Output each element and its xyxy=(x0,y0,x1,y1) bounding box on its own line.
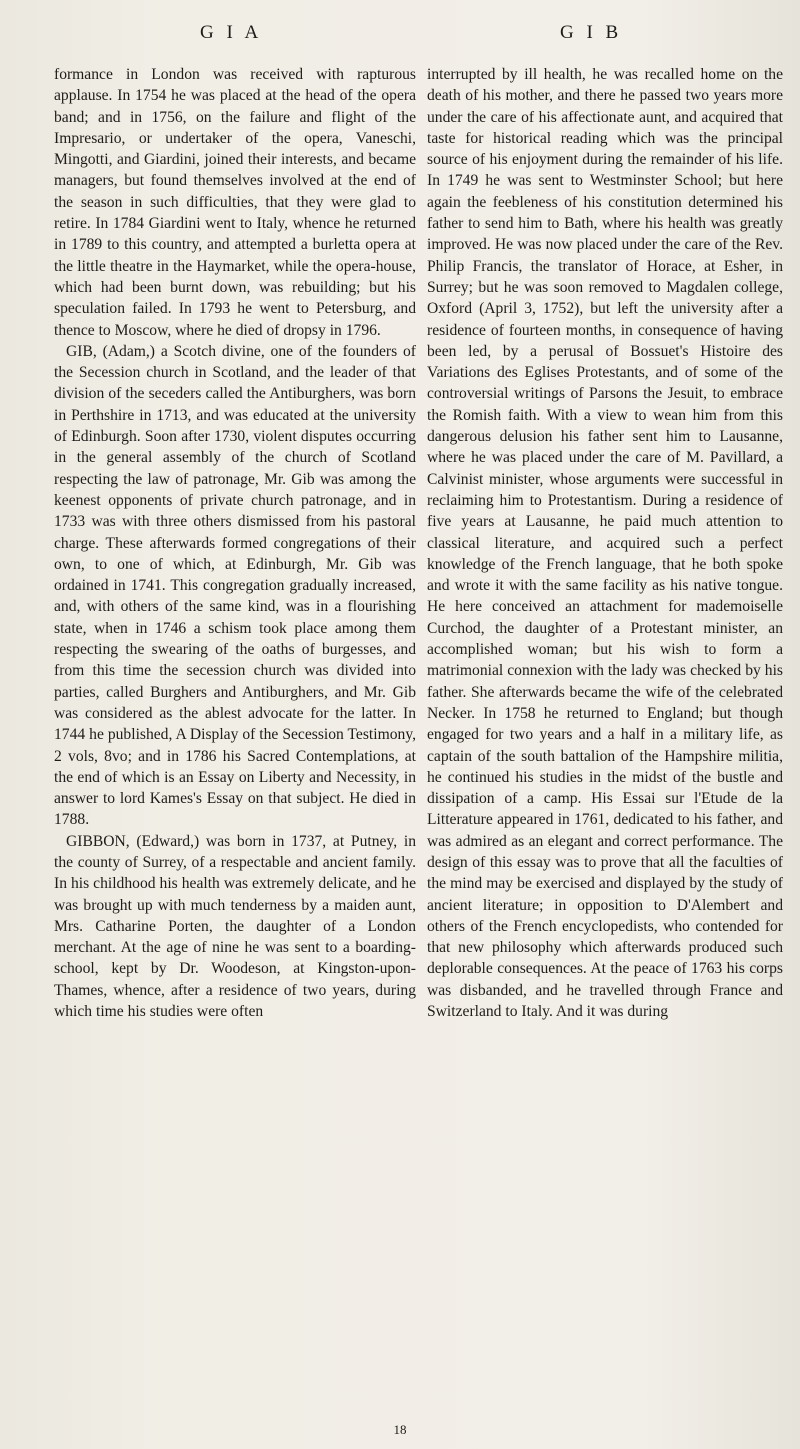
paragraph-giardini-continued: formance in London was received with rapturous applause. In 1754 he was placed at the head of the opera band; and in 1756, on the failure and flight of the Impresario, or undertaker of the opera, Vaneschi, Mingotti, and Giardini, joined their interests, and became managers, but found themselves involved at the end of the season in such difficulties, that they were glad to retire. In 1784 Giardini went to Italy, whence he returned in 1789 to this country, and attempted a burletta opera at the little theatre in the Haymarket, while the opera-house, which had been burnt down, was rebuilding; but his speculation failed. In 1793 he went to Petersburg, and thence to Moscow, where he died of dropsy in 1796. xyxy=(54,66,416,339)
running-header xyxy=(0,22,800,52)
header-left: G I A xyxy=(200,22,263,43)
header-right: G I B xyxy=(560,22,623,43)
paragraph-gibbon-continued: interrupted by ill health, he was recalled home on the death of his mother, and there he passed two years more under the care of his affectionate aunt, and acquired that taste for historical reading which was the principal source of his enjoyment during the remainder of his life. In 1749 he was sent to Westminster School; but here again the feebleness of his constitution determined his father to send him to Bath, where his health was greatly improved. He was now placed under the care of the Rev. Philip Francis, the translator of Horace, at Esher, in Surrey; but he was soon removed to Magdalen college, Oxford (April 3, 1752), but left the university after a residence of fourteen months, in consequence of having been led, by a perusal of Bossuet's Histoire des Variations des Eglises Protestants, and of some of the controversial writings of Parsons the Jesuit, to embrace the Romish faith. With a view to wean him from this dangerous delusion his father sent him to Lausanne, where he was placed under the care of M. Pavillard, a Calvinist minister, whose arguments were successful in reclaiming him to Protestantism. During a residence of five years at Lausanne, he paid much attention to classical literature, and acquired such a perfect knowledge of the French language, that he both spoke and wrote it with the same facility as his native tongue. He here conceived an attachment for mademoiselle Curchod, the daughter of a Protestant minister, an accomplished woman; but his wish to form a matrimonial connexion with the lady was checked by his father. She afterwards became the wife of the celebrated Necker. In 1758 he returned to England; but though engaged for two years and a half in a military life, as captain of the south battalion of the Hampshire militia, he continued his studies in the midst of the bustle and dissipation of a camp. His Essai sur l'Etude de la Litterature appeared in 1761, dedicated to his father, and was admired as an elegant and correct performance. The design of this essay was to prove that all the faculties of the mind may be exercised and displayed by the study of ancient literature; in opposition to D'Alembert and others of the French encyclopedists, who contended for that new philosophy which afterwards produced such deplorable consequences. At the peace of 1763 his corps was disbanded, and he travelled through France and Switzerland to Italy. And it was during xyxy=(427,66,783,1021)
paragraph-gib-adam: GIB, (Adam,) a Scotch divine, one of the founders of the Secession church in Scotland, and the leader of that division of the seceders called the Antiburghers, was born in Perthshire in 1713, and was educated at the university of Edinburgh. Soon after 1730, violent disputes occurring in the general assembly of the church of Scotland respecting the law of patronage, Mr. Gib was among the keenest opponents of private church patronage, and in 1733 was with three others dismissed from his pastoral charge. These afterwards formed congregations of their own, to one of which, at Edinburgh, Mr. Gib was ordained in 1741. This congregation gradually increased, and, with others of the same kind, was in a flourishing state, when in 1746 a schism took place among them respecting the swearing of the oaths of burgesses, and from this time the secession church was divided into parties, called Burghers and Antiburghers, and Mr. Gib was considered as the ablest advocate for the latter. In 1744 he published, A Display of the Secession Testimony, 2 vols, 8vo; and in 1786 his Sacred Contemplations, at the end of which is an Essay on Liberty and Necessity, in answer to lord Kames's Essay on that subject. He died in 1788. xyxy=(54,342,416,829)
left-column xyxy=(54,64,416,1022)
paragraph-gibbon-edward: GIBBON, (Edward,) was born in 1737, at Putney, in the county of Surrey, of a respectable and ancient family. In his childhood his health was extremely delicate, and he was brought up with much tenderness by a maiden aunt, Mrs. Catharine Porten, the daughter of a London merchant. At the age of nine he was sent to a boarding-school, kept by Dr. Woodeson, at Kingston-upon-Thames, whence, after a residence of two years, during which time his studies were often xyxy=(54,832,416,1021)
page-number: 18 xyxy=(393,1422,407,1437)
right-column xyxy=(427,64,783,1022)
